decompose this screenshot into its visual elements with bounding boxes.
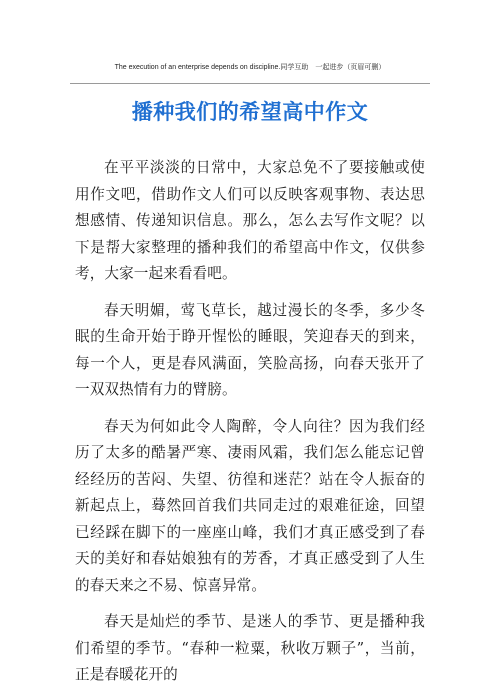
header-divider	[70, 83, 430, 84]
paragraph-intro: 在平平淡淡的日常中，大家总免不了要接触或使用作文吧，借助作文人们可以反映客观事物、表达思想感情、传递知识信息。那么，怎么去写作文呢？以下是帮大家整理的播种我们的希望高中作文，仅供参考，大家一起来看看吧。	[75, 159, 425, 282]
paragraph-spring: 春天明媚，莺飞草长，越过漫长的冬季，多少冬眠的生命开始于睁开惺忪的睡眼，笑迎春天的到来，每一个人，更是春风满面，笑脸高扬，向春天张开了一双双热情有力的臂膀。	[75, 301, 425, 398]
page-header: The execution of an enterprise depends on discipline.同学互助 一起进步（页眉可删）	[114, 64, 386, 71]
paragraph-sowing-season: 春天是灿烂的季节、是迷人的季节、更是播种我们希望的季节。“春种一粒粟，秋收万颗子”，当前，正是春暖花开的	[75, 613, 425, 683]
essay-body	[75, 155, 425, 699]
document-title: 播种我们的希望高中作文	[131, 100, 369, 124]
paragraph-why-spring: 春天为何如此令人陶醉，令人向往？因为我们经历了太多的酷暑严寒、凄雨风霜，我们怎么能忘记曾经经历的苦闷、失望、彷徨和迷茫？站在令人振奋的新起点上，蓦然回首我们共同走过的艰难征途，回望已经踩在脚下的一座座山峰，我们才真正感受到了春天的美好和春姑娘独有的芳香，才真正感受到了人生的春天来之不易、惊喜异常。	[75, 417, 425, 594]
